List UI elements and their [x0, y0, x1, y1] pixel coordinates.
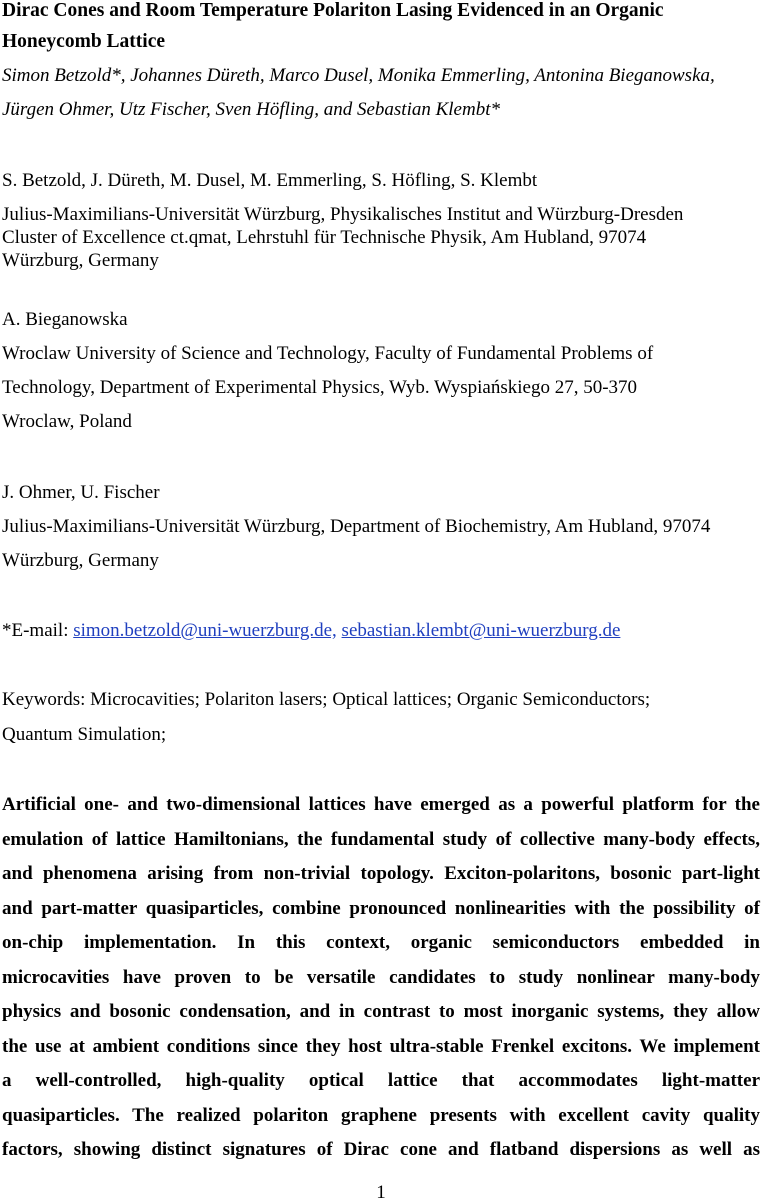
paper-title-line-1: Dirac Cones and Room Temperature Polariton Lasing Evidenced in an Organic [2, 0, 664, 21]
affiliation-3-names: J. Ohmer, U. Fischer [2, 482, 160, 503]
affiliation-1-line-3: Würzburg, Germany [2, 250, 159, 271]
author-list-line-1: Simon Betzold*, Johannes Düreth, Marco Dusel, Monika Emmerling, Antonina Bieganowska, [2, 65, 715, 86]
abstract-line: physics and bosonic condensation, and in contrast to most inorganic systems, they allow [2, 1001, 760, 1022]
abstract-line: emulation of lattice Hamiltonians, the fundamental study of collective many-body effects, [2, 828, 760, 850]
abstract-line: microcavities have proven to be versatile candidates to study nonlinear many-body [2, 966, 760, 988]
abstract-line: quasiparticles. The realized polariton graphene presents with excellent cavity quality [2, 1104, 760, 1126]
email-label: *E-mail: [2, 620, 74, 641]
affiliation-1-line-1: Julius-Maximilians-Universität Würzburg, Physikalisches Institut and Würzburg-Dresden [2, 204, 684, 225]
affiliation-3-line-1: Julius-Maximilians-Universität Würzburg, Department of Biochemistry, Am Hubland, 97074 [2, 516, 711, 537]
abstract-line: Artificial one- and two-dimensional lattices have emerged as a powerful platform for the [2, 794, 760, 815]
abstract-line: and phenomena arising from non-trivial topology. Exciton-polaritons, bosonic part-light [2, 863, 760, 884]
affiliation-1-line-2: Cluster of Excellence ct.qmat, Lehrstuhl für Technische Physik, Am Hubland, 97074 [2, 227, 647, 248]
paper-title-line-2: Honeycomb Lattice [2, 31, 166, 52]
abstract-line: and part-matter quasiparticles, combine pronounced nonlinearities with the possibility of [2, 897, 760, 919]
affiliation-2-line-2: Technology, Department of Experimental Physics, Wyb. Wyspiańskiego 27, 50-370 [2, 377, 638, 398]
abstract-line: on-chip implementation. In this context, organic semiconductors embedded in [2, 932, 760, 953]
page-number: 1 [376, 1182, 386, 1203]
author-list-line-2: Jürgen Ohmer, Utz Fischer, Sven Höfling, and Sebastian Klembt* [2, 99, 500, 120]
abstract-line: a well-controlled, high-quality optical lattice that accommodates light-matter [2, 1070, 760, 1091]
keywords-line-1: Keywords: Microcavities; Polariton lasers; Optical lattices; Organic Semiconductors; [2, 689, 651, 710]
keywords-line-2: Quantum Simulation; [2, 724, 167, 745]
email-line [2, 620, 620, 642]
abstract-line: factors, showing distinct signatures of Dirac cone and flatband dispersions as well as [2, 1139, 760, 1160]
email-link-klembt[interactable]: sebastian.klembt@uni-wuerzburg.de [341, 620, 621, 641]
affiliation-1-names: S. Betzold, J. Düreth, M. Dusel, M. Emmerling, S. Höfling, S. Klembt [2, 170, 538, 191]
abstract-line: the use at ambient conditions since they host ultra-stable Frenkel excitons. We implement [2, 1035, 760, 1057]
affiliation-3-line-2: Würzburg, Germany [2, 550, 159, 571]
email-link-betzold[interactable]: simon.betzold@uni-wuerzburg.de, [73, 620, 337, 641]
affiliation-2-line-1: Wroclaw University of Science and Technology, Faculty of Fundamental Problems of [2, 343, 654, 364]
affiliation-2-line-3: Wroclaw, Poland [2, 411, 132, 432]
affiliation-2-names: A. Bieganowska [2, 309, 128, 330]
